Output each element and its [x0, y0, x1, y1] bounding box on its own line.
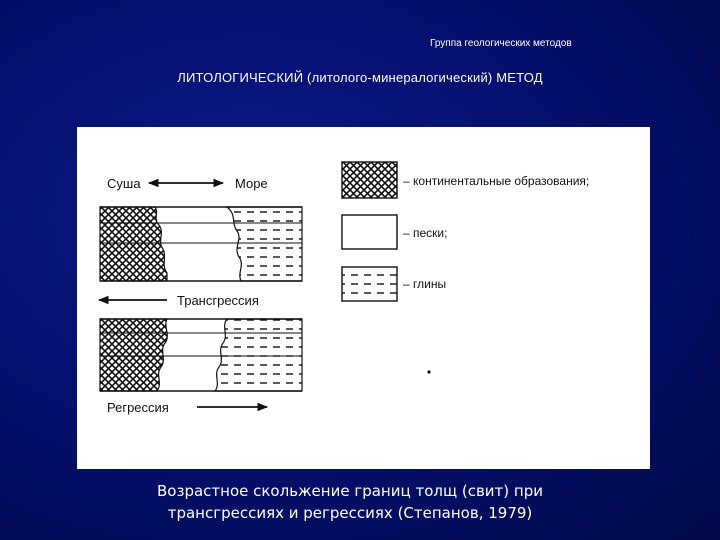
slide-title: ЛИТОЛОГИЧЕСКИЙ (литолого-минералогический) МЕТОД: [177, 70, 543, 85]
legend-swatch-continental: [342, 162, 397, 198]
stray-dot: [427, 370, 430, 373]
regression-label: Регрессия: [107, 400, 169, 415]
caption-line-1: Возрастное скольжение границ толщ (свит) при: [157, 482, 543, 500]
lower-clay-dashes: [215, 319, 302, 391]
legend: [342, 162, 589, 374]
land-label: Суша: [107, 176, 141, 191]
upper-section: [100, 207, 302, 281]
legend-swatch-clay: [342, 267, 397, 301]
lower-section: [100, 319, 302, 391]
transgression-label: Трансгрессия: [177, 293, 259, 308]
diagram-svg: [77, 127, 650, 469]
slide-subtitle: Группа геологических методов: [430, 38, 572, 49]
upper-clay-dashes: [227, 207, 302, 281]
caption-line-2: трансгрессиях и регрессиях (Степанов, 1979): [167, 504, 533, 522]
legend-text-sand: – пески;: [403, 226, 448, 240]
lower-continental-hatch: [100, 319, 167, 391]
upper-continental-hatch: [100, 207, 167, 281]
figure-caption: [100, 480, 600, 524]
sea-label: Море: [235, 176, 268, 191]
diagram-figure: [77, 127, 650, 469]
legend-text-clay: – глины: [403, 277, 447, 291]
legend-text-continental: – континентальные образования;: [403, 174, 590, 188]
legend-swatch-sand: [342, 215, 397, 249]
